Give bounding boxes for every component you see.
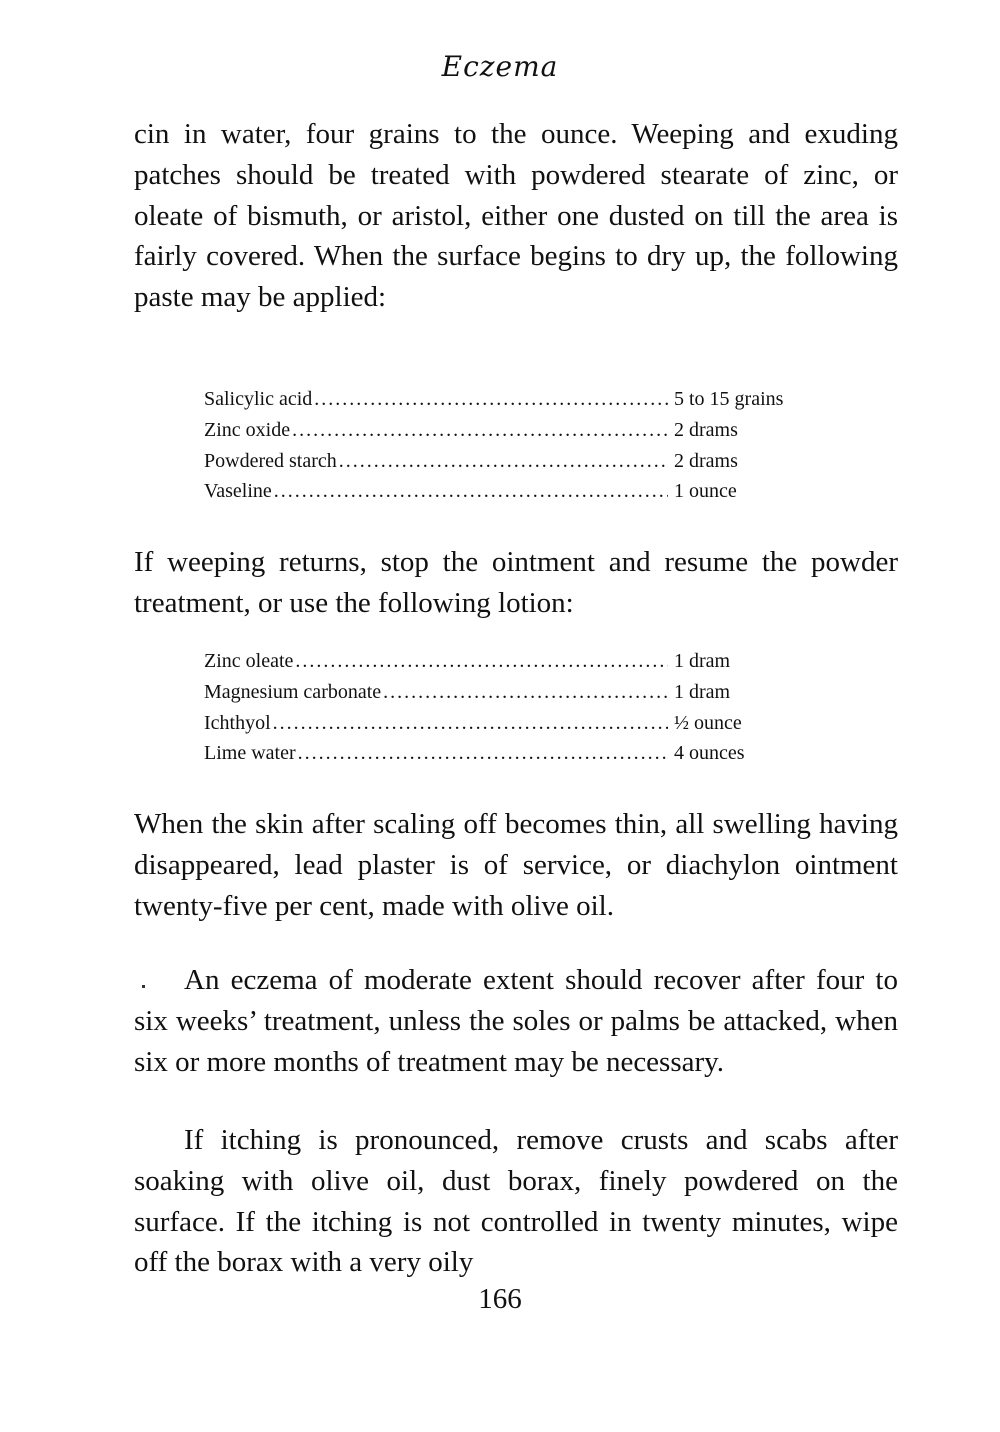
lotion-formula-row [204,708,824,739]
ingredient: Zinc oxide [204,418,291,441]
paste-formula [204,384,824,507]
ingredient: Magnesium carbonate [204,680,382,703]
ingredient: Lime water [204,742,296,765]
lotion-formula-row [204,677,824,708]
paragraph-weeping-treatment: cin in water, four grains to the ounce. Weeping and exuding patches should be treated with powdered stearate of zinc, or oleate of bismuth, or aristol, either one dusted on till the area is fairly covered. When the surface begins to dry up, the following paste may be applied: [134,118,898,314]
leader-dots [383,677,668,708]
ingredient: Powdered starch [204,449,337,472]
ingredient: Ichthyol [204,711,271,734]
leader-dots [298,738,668,769]
leader-dots [273,708,668,739]
paragraph-lead-plaster: When the skin after scaling off becomes thin, all swelling having disappeared, lead plaster is of service, or diachylon ointment twenty-five per cent, made with olive oil. [134,808,898,922]
leader-dots [314,384,668,415]
page-number: 166 [478,1283,522,1315]
paste-formula-row [204,415,824,446]
quantity: 4 ounces [674,742,745,765]
quantity: 2 drams [674,418,738,441]
ingredient: Vaseline [204,480,272,503]
running-head: Eczema [441,50,559,83]
quantity: 1 dram [674,680,731,703]
quantity: 1 ounce [674,480,737,503]
leader-dots [274,476,668,507]
paste-formula-row [204,476,824,507]
lotion-formula [204,646,824,769]
lotion-formula-row [204,646,824,677]
paste-formula-row [204,446,824,477]
quantity: 2 drams [674,449,738,472]
paste-formula-row [204,384,824,415]
leader-dots [295,646,668,677]
lotion-formula-row [204,738,824,769]
ingredient: Salicylic acid [204,388,313,410]
quantity: ½ ounce [674,711,742,734]
leader-dots [292,415,668,446]
quantity: 1 dram [674,650,731,672]
quantity: 5 to 15 grains [674,388,784,410]
paragraph-recovery-time: An eczema of moderate extent should recover after four to six weeks’ treatment, unless the soles or palms be attacked, when six or more months of treatment may be necessary. [134,964,898,1078]
paragraph-weeping-returns: If weeping returns, stop the ointment and resume the powder treatment, or use the following lotion: [134,546,898,619]
leader-dots [339,446,668,477]
ingredient: Zinc oleate [204,650,294,672]
paragraph-itching: If itching is pronounced, remove crusts and scabs after soaking with olive oil, dust borax, finely powdered on the surface. If the itching is not controlled in twenty minutes, wipe off the borax with a very oily [134,1124,898,1279]
